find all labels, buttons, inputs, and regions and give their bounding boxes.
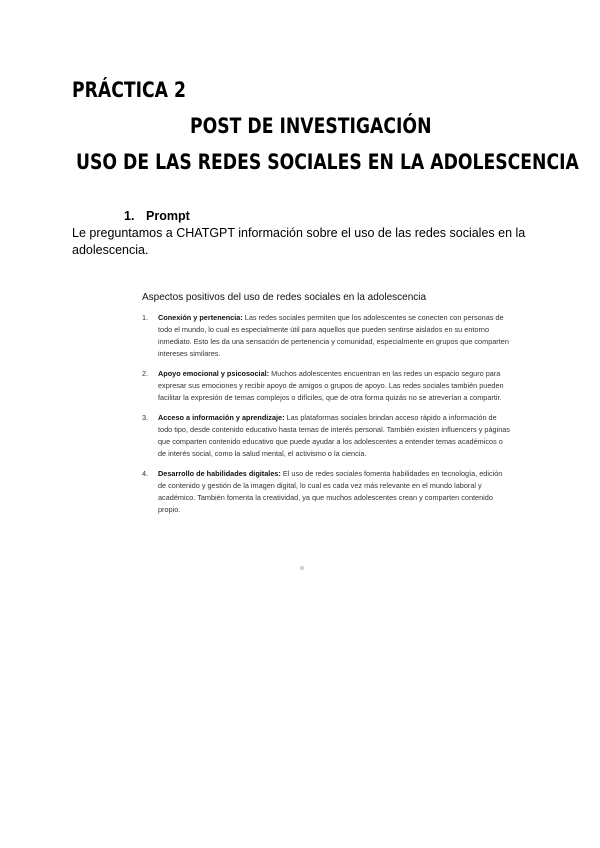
practice-title: PRÁCTICA 2 xyxy=(72,78,186,102)
list-item-text: Muchos adolescentes encuentran en las redes un espacio seguro para expresar sus emociones y recibir apoyo de amigos o grupos de apoyo. Las redes sociales también pueden facilitar la expresión de temas complejos o difíciles, que de otra forma quizás no se atreverían a compartir. xyxy=(158,369,504,402)
list-item-lead: Apoyo emocional y psicosocial: xyxy=(158,369,270,378)
list-item-lead: Conexión y pertenencia: xyxy=(158,313,243,322)
intro-paragraph: Le preguntamos a CHATGPT información sobre el uso de las redes sociales en la adolescencia. xyxy=(72,226,526,257)
prompt-section xyxy=(72,208,542,259)
section-heading-label: Prompt xyxy=(146,209,190,223)
list-item-lead: Desarrollo de habilidades digitales: xyxy=(158,469,281,478)
list-item-number: 1. xyxy=(142,313,149,322)
list-item xyxy=(142,312,512,360)
list-item-number: 3. xyxy=(142,413,149,422)
response-title: Aspectos positivos del uso de redes sociales en la adolescencia xyxy=(142,292,427,303)
post-title: POST DE INVESTIGACIÓN xyxy=(190,114,432,138)
list-item xyxy=(142,412,512,460)
topic-title: USO DE LAS REDES SOCIALES EN LA ADOLESCENCIA xyxy=(76,150,579,174)
chatgpt-response-image xyxy=(134,280,518,575)
list-item-lead: Acceso a información y aprendizaje: xyxy=(158,413,285,422)
list-item-text: Las redes sociales permiten que los adolescentes se conecten con personas de todo el mundo, lo cual es especialmente útil para aquellos que pueden sentirse aislados en su entorno inmediato. Esto les da una sensación de pertenencia y comunidad, especialmente en grupos que comparten intereses similares. xyxy=(158,313,509,358)
section-heading xyxy=(72,208,542,225)
section-number: 1. xyxy=(124,209,135,223)
list-item-number: 4. xyxy=(142,469,149,478)
list-item xyxy=(142,468,512,516)
list-item-text: El uso de redes sociales fomenta habilidades en tecnología, edición de contenido y gestión de la imagen digital, lo cual es cada vez más relevante en el mundo laboral y académico. También fomenta la creatividad, ya que muchos adolescentes crean y comparten contenido propio. xyxy=(158,469,503,514)
list-item-number: 2. xyxy=(142,369,149,378)
loading-dot-icon xyxy=(300,566,304,570)
list-item-text: Las plataformas sociales brindan acceso rápido a información de todo tipo, desde contenido educativo hasta temas de interés personal. También existen influencers y páginas que comparten contenido educativo que puede ayudar a los adolescentes a entender temas académicos o de interés social, como la salud mental, el activismo o la ciencia. xyxy=(158,413,510,458)
response-list xyxy=(142,312,512,524)
list-item xyxy=(142,368,512,404)
